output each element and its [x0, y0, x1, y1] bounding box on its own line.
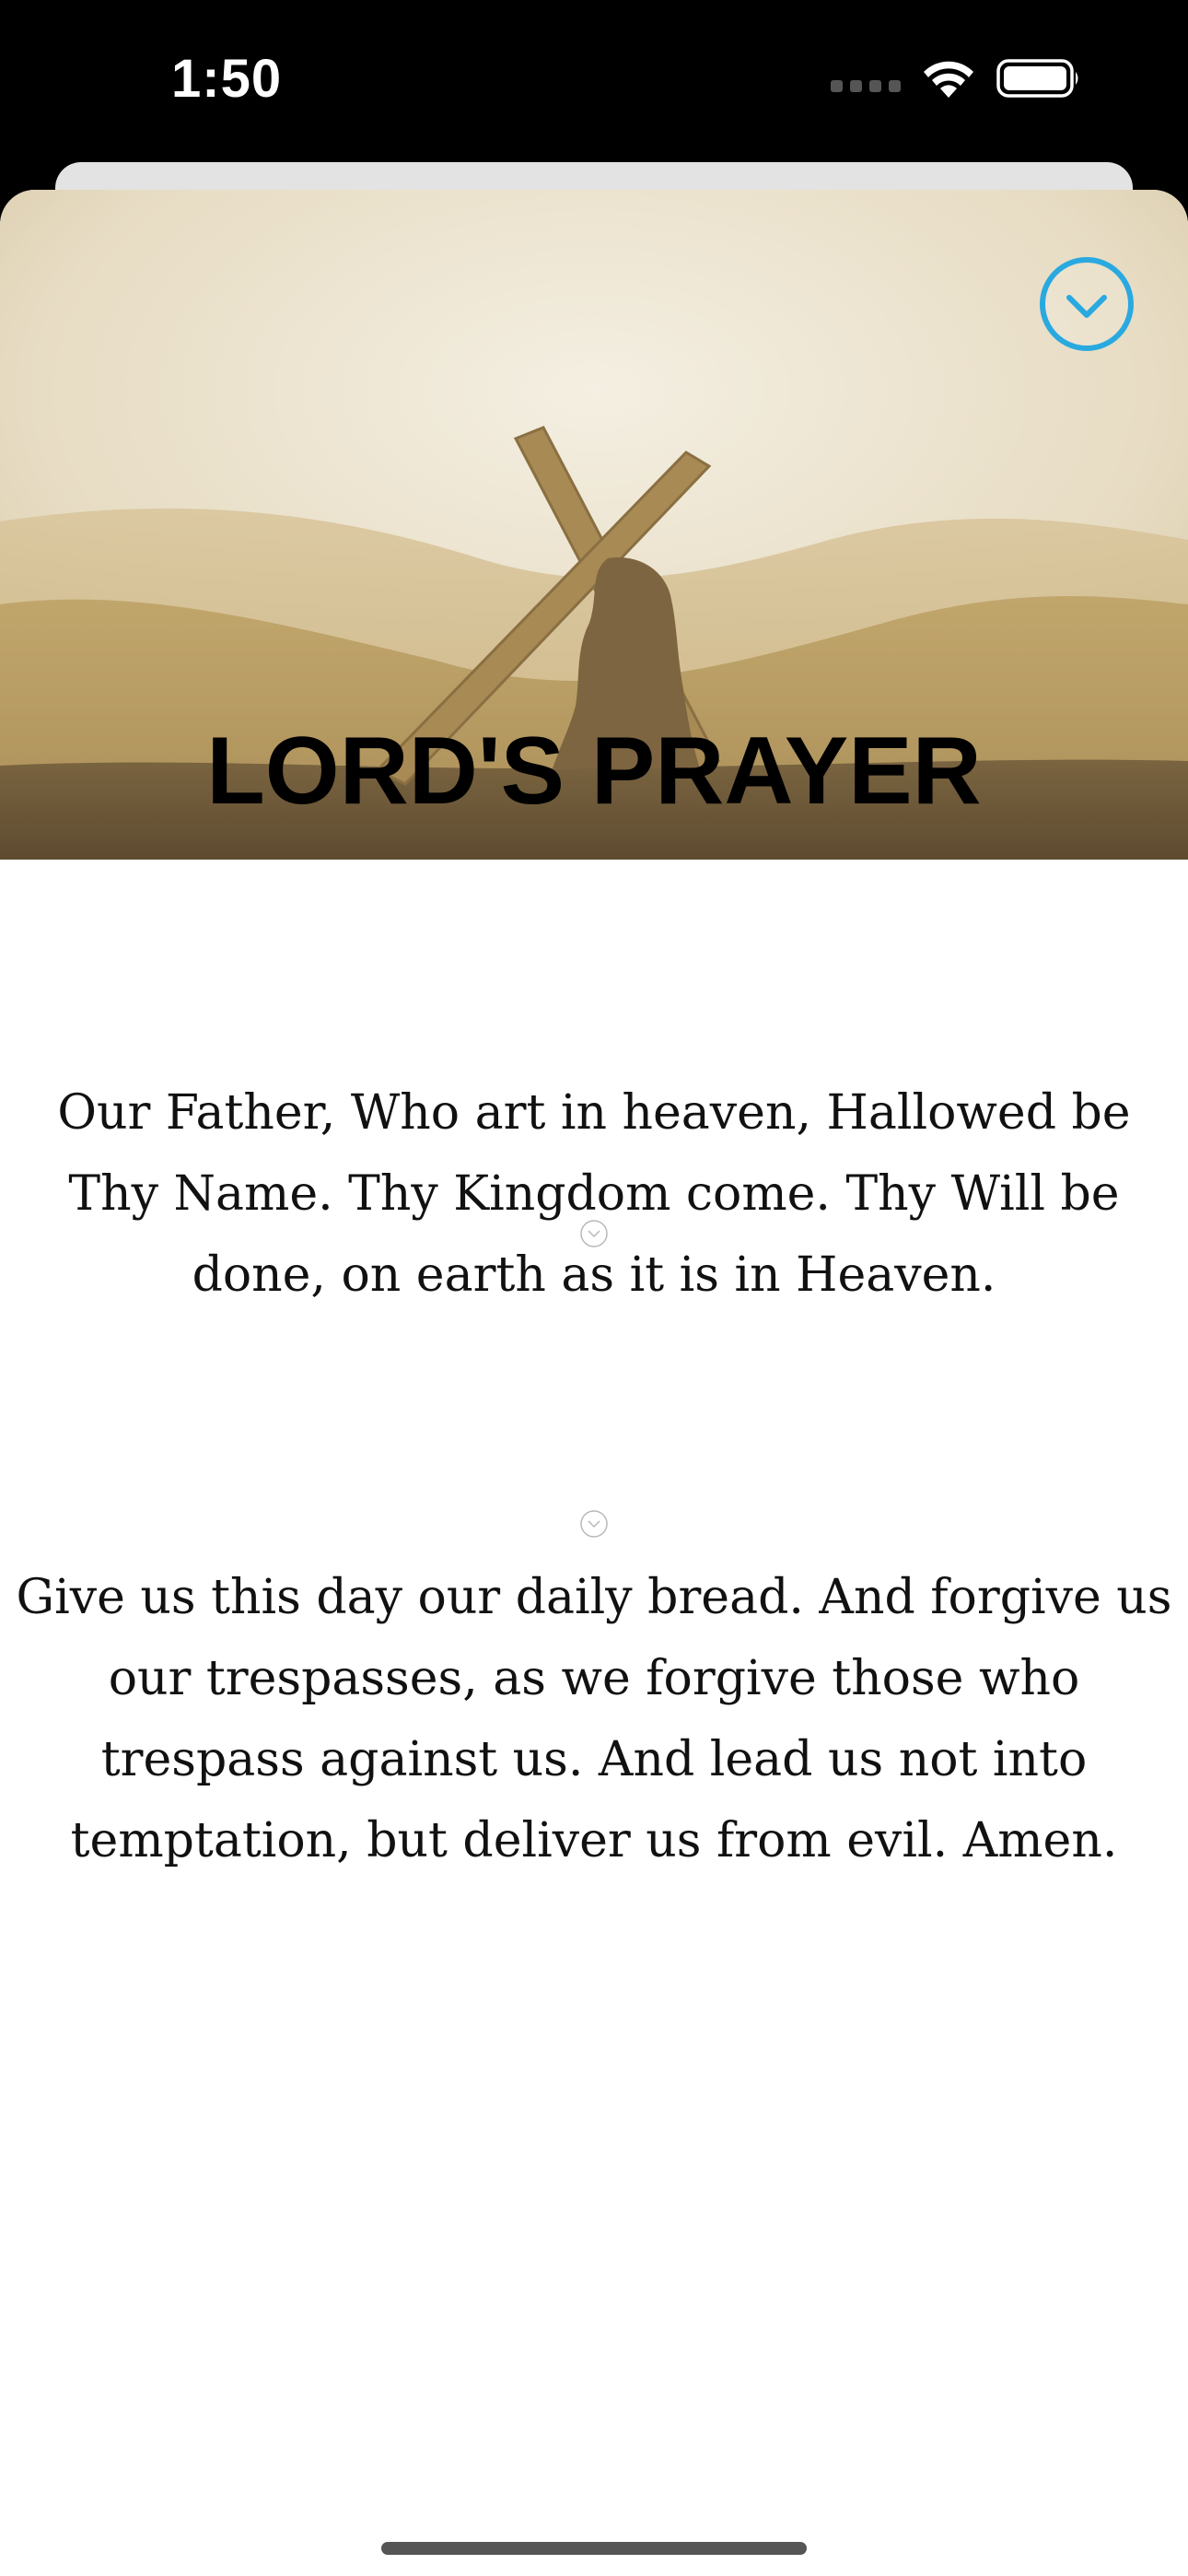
chevron-down-circle-icon — [579, 1509, 609, 1539]
prayer-paragraph: Give us this day our daily bread. And forgive us our trespasses, as we forgive those who trespass against us. And lead us not into temptation, but deliver us from evil. Amen. — [16, 1570, 1172, 1868]
cellular-signal-icon — [831, 80, 901, 92]
prayer-paragraph: Our Father, Who art in heaven, Hallowed be Thy Name. Thy Kingdom come. Thy Will be done, on earth as it is in Heaven. — [57, 1085, 1131, 1303]
collapse-button[interactable] — [1039, 256, 1135, 352]
home-indicator[interactable] — [381, 2542, 807, 2555]
status-icons — [831, 55, 1081, 101]
page-title: LORD'S PRAYER — [206, 718, 982, 825]
prayer-sheet — [0, 190, 1188, 2576]
status-bar — [0, 0, 1188, 162]
status-time: 1:50 — [171, 49, 283, 109]
wifi-icon — [921, 57, 976, 100]
battery-icon — [996, 57, 1081, 100]
